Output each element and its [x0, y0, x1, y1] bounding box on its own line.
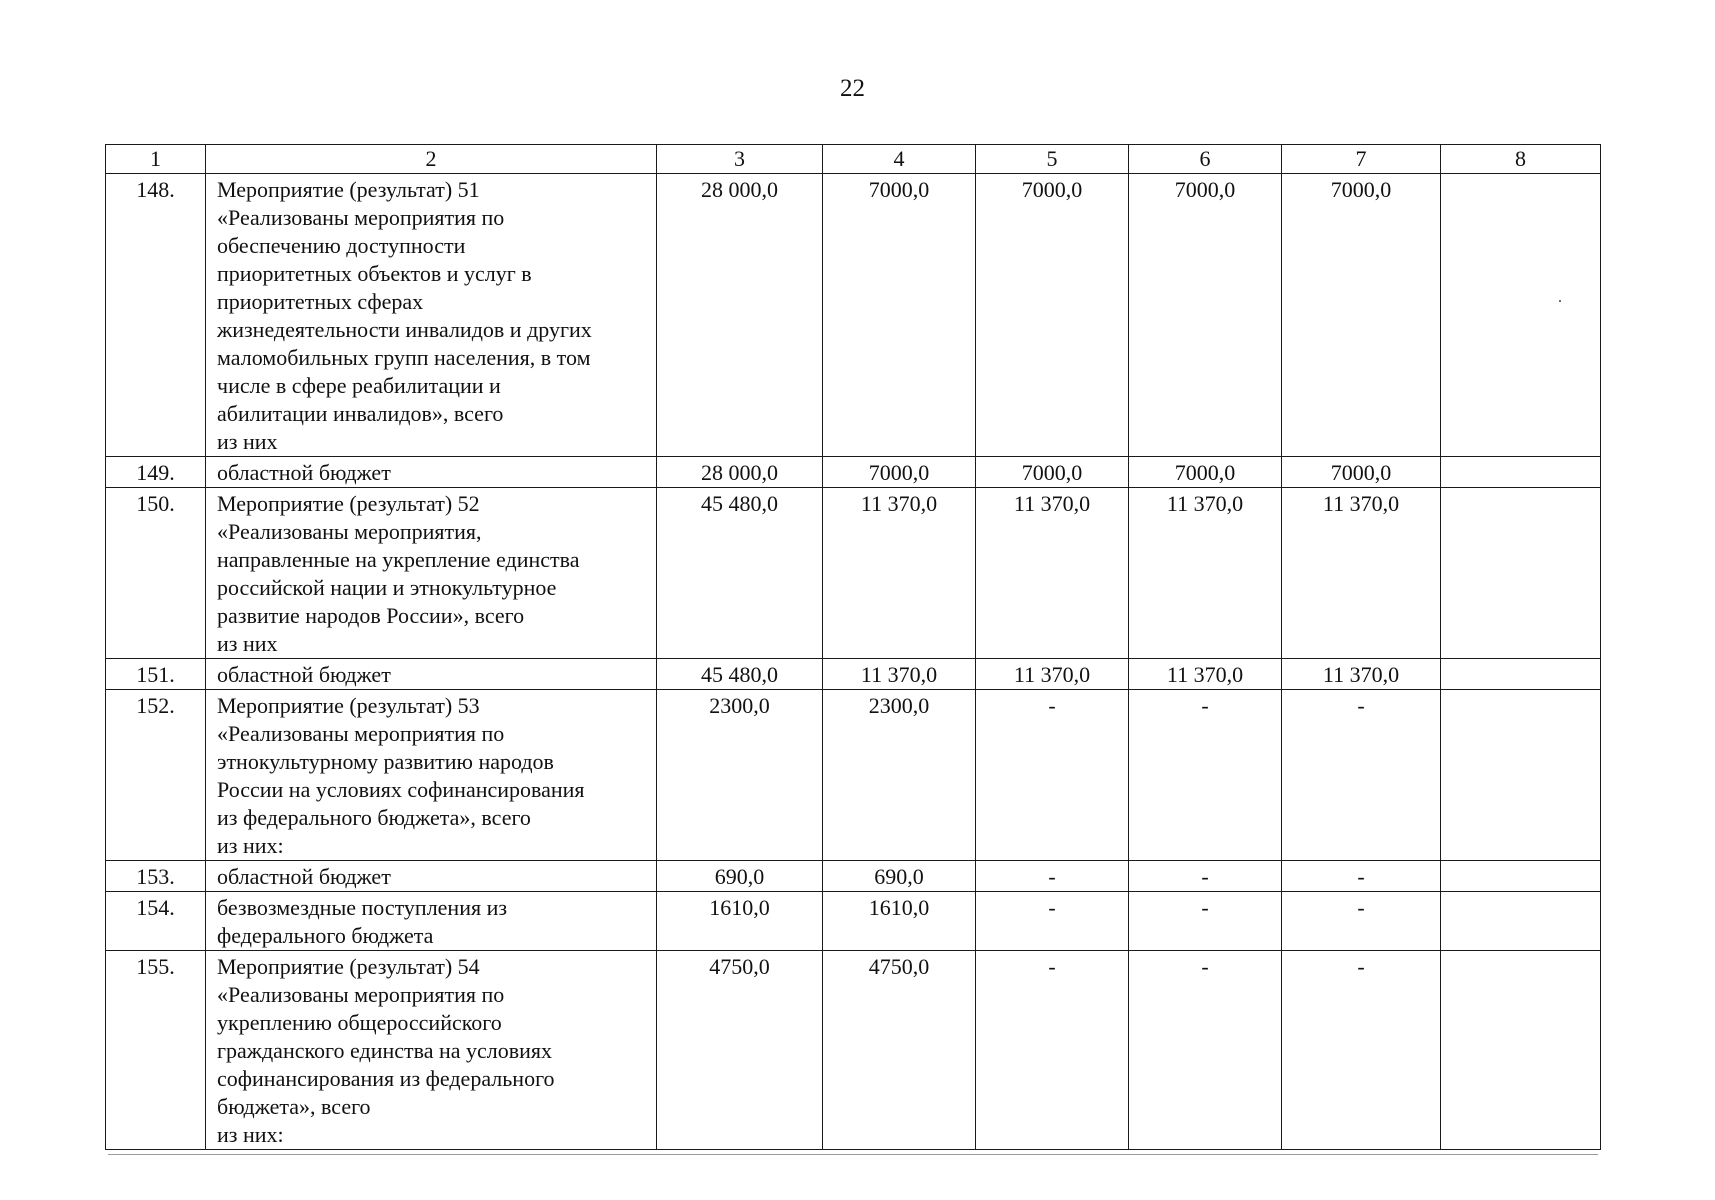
row-number: 155. — [106, 951, 206, 1150]
value-cell-col-6: 11 370,0 — [1129, 659, 1282, 690]
budget-table — [105, 144, 1601, 1150]
description-line: безвозмездные поступления из — [217, 895, 508, 920]
column-header: 7 — [1282, 145, 1441, 174]
description-line: гражданского единства на условиях — [217, 1038, 553, 1063]
value-cell-col-4: 690,0 — [823, 861, 976, 892]
description-line: софинансирования из федерального — [217, 1066, 555, 1091]
row-number: 152. — [106, 690, 206, 861]
description-line: развитие народов России», всего — [217, 603, 525, 628]
description-line: областной бюджет — [217, 864, 391, 889]
value-cell-col-7: - — [1282, 861, 1441, 892]
value-cell-col-4: 4750,0 — [823, 951, 976, 1150]
value-cell-col-6: 11 370,0 — [1129, 488, 1282, 659]
row-description — [206, 659, 657, 690]
description-line: из них: — [217, 833, 284, 858]
value-cell-col-6: 7000,0 — [1129, 174, 1282, 457]
column-header: 6 — [1129, 145, 1282, 174]
row-description — [206, 861, 657, 892]
value-cell-col-7: 7000,0 — [1282, 174, 1441, 457]
value-cell-col-4: 1610,0 — [823, 892, 976, 951]
value-cell-col-8 — [1441, 174, 1601, 457]
value-cell-col-4: 11 370,0 — [823, 488, 976, 659]
row-number: 150. — [106, 488, 206, 659]
value-cell-col-8 — [1441, 457, 1601, 488]
description-line: числе в сфере реабилитации и — [217, 373, 501, 398]
row-number: 151. — [106, 659, 206, 690]
column-header: 1 — [106, 145, 206, 174]
description-line: Мероприятие (результат) 51 — [217, 177, 480, 202]
row-description — [206, 174, 657, 457]
value-cell-col-3: 28 000,0 — [657, 457, 823, 488]
value-cell-col-7: - — [1282, 690, 1441, 861]
column-header: 8 — [1441, 145, 1601, 174]
value-cell-col-4: 11 370,0 — [823, 659, 976, 690]
value-cell-col-6: 7000,0 — [1129, 457, 1282, 488]
value-cell-col-4: 7000,0 — [823, 457, 976, 488]
page-number: 22 — [840, 75, 865, 102]
description-line: российской нации и этнокультурное — [217, 575, 557, 600]
description-line: маломобильных групп населения, в том — [217, 345, 591, 370]
value-cell-col-6: - — [1129, 951, 1282, 1150]
description-line: жизнедеятельности инвалидов и других — [217, 317, 592, 342]
description-line: Мероприятие (результат) 53 — [217, 693, 480, 718]
value-cell-col-5: 7000,0 — [976, 174, 1129, 457]
table-row — [106, 951, 1601, 1150]
row-description — [206, 892, 657, 951]
description-line: из них — [217, 429, 278, 454]
table-row — [106, 690, 1601, 861]
value-cell-col-3: 690,0 — [657, 861, 823, 892]
description-line: России на условиях софинансирования — [217, 777, 585, 802]
table-header-row — [106, 145, 1601, 174]
value-cell-col-8 — [1441, 892, 1601, 951]
value-cell-col-5: 11 370,0 — [976, 488, 1129, 659]
value-cell-col-7: - — [1282, 951, 1441, 1150]
description-line: укреплению общероссийского — [217, 1010, 502, 1035]
table-row — [106, 659, 1601, 690]
table-row — [106, 861, 1601, 892]
table-row — [106, 892, 1601, 951]
value-cell-col-7: 11 370,0 — [1282, 659, 1441, 690]
table-row — [106, 174, 1601, 457]
table-body — [106, 145, 1601, 1150]
column-header: 2 — [206, 145, 657, 174]
value-cell-col-5: - — [976, 690, 1129, 861]
description-line: из них: — [217, 1122, 284, 1147]
description-line: областной бюджет — [217, 662, 391, 687]
scan-artifact-line — [108, 1154, 1598, 1155]
description-line: «Реализованы мероприятия по — [217, 721, 505, 746]
description-line: «Реализованы мероприятия, — [217, 519, 482, 544]
value-cell-col-5: - — [976, 861, 1129, 892]
description-line: бюджета», всего — [217, 1094, 371, 1119]
description-line: «Реализованы мероприятия по — [217, 205, 505, 230]
value-cell-col-6: - — [1129, 690, 1282, 861]
value-cell-col-5: 11 370,0 — [976, 659, 1129, 690]
column-header: 5 — [976, 145, 1129, 174]
description-line: абилитации инвалидов», всего — [217, 401, 504, 426]
value-cell-col-8 — [1441, 659, 1601, 690]
value-cell-col-7: 11 370,0 — [1282, 488, 1441, 659]
description-line: обеспечению доступности — [217, 233, 466, 258]
value-cell-col-3: 4750,0 — [657, 951, 823, 1150]
value-cell-col-8 — [1441, 690, 1601, 861]
row-description — [206, 488, 657, 659]
value-cell-col-7: - — [1282, 892, 1441, 951]
value-cell-col-5: - — [976, 892, 1129, 951]
value-cell-col-8 — [1441, 951, 1601, 1150]
description-line: приоритетных сферах — [217, 289, 424, 314]
value-cell-col-3: 2300,0 — [657, 690, 823, 861]
row-number: 149. — [106, 457, 206, 488]
value-cell-col-8 — [1441, 861, 1601, 892]
value-cell-col-7: 7000,0 — [1282, 457, 1441, 488]
row-description — [206, 457, 657, 488]
description-line: Мероприятие (результат) 52 — [217, 491, 480, 516]
value-cell-col-3: 45 480,0 — [657, 488, 823, 659]
description-line: областной бюджет — [217, 460, 391, 485]
description-line: федерального бюджета — [217, 923, 434, 948]
value-cell-col-3: 1610,0 — [657, 892, 823, 951]
column-header: 3 — [657, 145, 823, 174]
table-row — [106, 457, 1601, 488]
row-number: 148. — [106, 174, 206, 457]
description-line: направленные на укрепление единства — [217, 547, 580, 572]
description-line: Мероприятие (результат) 54 — [217, 954, 480, 979]
row-description — [206, 690, 657, 861]
row-description — [206, 951, 657, 1150]
description-line: приоритетных объектов и услуг в — [217, 261, 532, 286]
value-cell-col-4: 7000,0 — [823, 174, 976, 457]
value-cell-col-5: 7000,0 — [976, 457, 1129, 488]
row-number: 154. — [106, 892, 206, 951]
scan-speck — [1559, 300, 1561, 302]
column-header: 4 — [823, 145, 976, 174]
value-cell-col-3: 28 000,0 — [657, 174, 823, 457]
description-line: из федерального бюджета», всего — [217, 805, 531, 830]
value-cell-col-3: 45 480,0 — [657, 659, 823, 690]
value-cell-col-8 — [1441, 488, 1601, 659]
value-cell-col-6: - — [1129, 892, 1282, 951]
value-cell-col-5: - — [976, 951, 1129, 1150]
description-line: из них — [217, 631, 278, 656]
row-number: 153. — [106, 861, 206, 892]
value-cell-col-6: - — [1129, 861, 1282, 892]
table-row — [106, 488, 1601, 659]
description-line: этнокультурному развитию народов — [217, 749, 554, 774]
description-line: «Реализованы мероприятия по — [217, 982, 505, 1007]
value-cell-col-4: 2300,0 — [823, 690, 976, 861]
